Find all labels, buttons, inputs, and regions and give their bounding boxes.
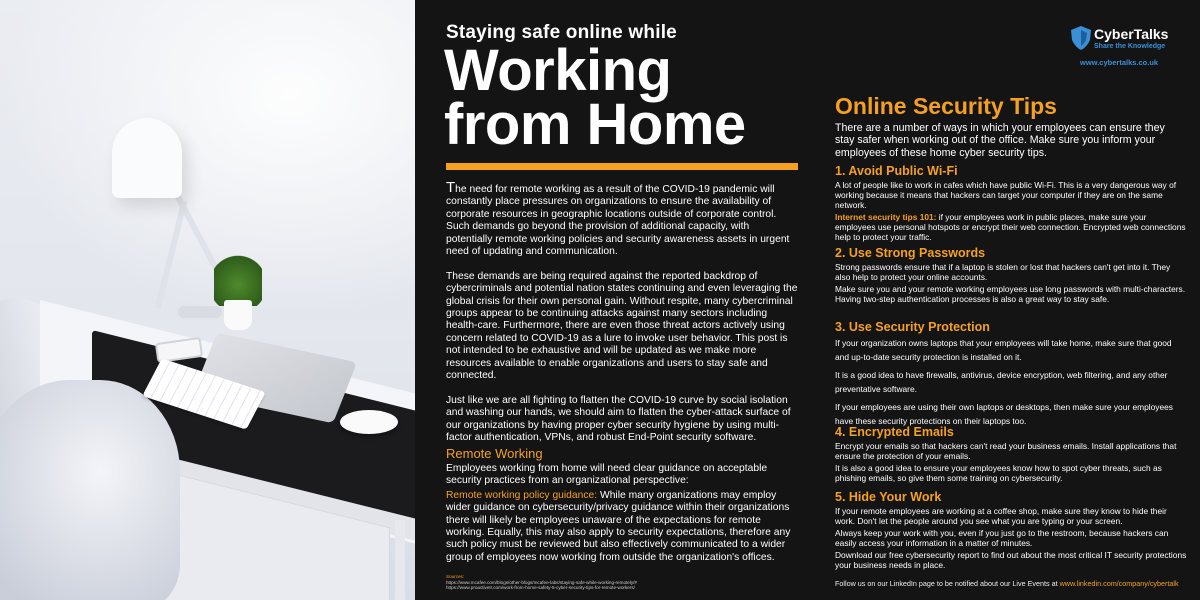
remote-paragraph: Employees working from home will need clear guidance on acceptable security practices from an organizational perspective: (446, 463, 768, 487)
wall (0, 0, 415, 320)
policy-text: While many organizations may employ wider guidance on cybersecurity/privacy guidance within their organizations there will likely be employees unaware of the expectations for remote working. Equally, this may also apply to security expectations, therefore any such policy must be reviewed but also effectively communicated to a wider group of employees now working from outside the organization's offices. (446, 489, 791, 563)
tip-heading: 1. Avoid Public Wi-Fi (835, 164, 958, 178)
website-link[interactable]: www.cybertalks.co.uk (1080, 58, 1159, 67)
title-line: Working (444, 38, 672, 103)
intro-paragraph-text: he need for remote working as a result of the COVID-19 pandemic will constantly place pressures on organizations to ensure the availability of corporate resources in geographic locations outside of corporate control. Such demands go beyond the provision of additional capacity, with potentially remote working policies and security awareness assets in urgent need of updating and communication. (446, 184, 790, 258)
tip-heading: 4. Encrypted Emails (835, 425, 954, 439)
plant-pot (224, 300, 252, 330)
tip-text: If your remote employees are working at a coffee shop, make sure they know to hide their work. Don't let the people around you see what you are typing or your screen. (835, 506, 1167, 526)
tip-text: Make sure you and your remote working employees use long passwords with multi-characters. Having two-step authentication processes is also a great way to stay safe. (835, 284, 1186, 304)
tip-text: Download our free cybersecurity report to find out about the most critical IT security protections your business needs in place. (835, 550, 1187, 570)
tip-hide-your-work (835, 490, 1187, 572)
remote-paragraph (446, 490, 798, 564)
tip-text: If your employees are using their own laptops or desktops, then make sure your employees have these security protections on their laptops too. (835, 402, 1173, 426)
remote-working-heading: Remote Working (446, 446, 543, 461)
footer-text: Follow us on our LinkedIn page to be notified about our Live Events at (835, 579, 1060, 588)
source-link[interactable]: https://www.proactivetr.com/work-from-home-safety-5-cyber-security-tips-for-remote-workers/ (446, 585, 635, 591)
tips-intro: There are a number of ways in which your employees can ensure they stay safer when working out of the office. Make sure you inform your employees of these home cyber security tips. (835, 122, 1165, 159)
plant (214, 252, 262, 306)
lamp-shade (112, 118, 182, 198)
tip-label: Internet security tips 101: (835, 212, 937, 222)
source-link[interactable]: https://www.mcafee.com/blogs/other-blogs/mcafee-labs/staying-safe-while-working-remotely/# (446, 579, 637, 585)
tip-heading: 3. Use Security Protection (835, 320, 990, 334)
tip-security-protection (835, 320, 1187, 432)
intro-paragraph: Just like we are all fighting to flatten the COVID-19 curve by social isolation and washing our hands, we should aim to flatten the cyber-attack surface of our organizations by having proper cyber security hygiene by using multi-factor authentication, VPNs, and robust End-Point security software. (446, 394, 791, 444)
lamp-base (178, 306, 222, 318)
tip-encrypted-emails (835, 425, 1187, 485)
tip-text: Strong passwords ensure that if a laptop is stolen or lost that hackers can't get into it. They also help to protect your online accounts. (835, 262, 1171, 282)
sources-label: Sources: (446, 574, 465, 579)
tip-text: Always keep your work with you, even if you just go to the restroom, because hackers can easily access your information in a matter of minutes. (835, 528, 1169, 548)
tip-text: It is also a good idea to ensure your employees know how to spot cyber threats, such as phishing emails, so give them some training on cybersecurity. (835, 463, 1162, 483)
tip-strong-passwords (835, 246, 1187, 306)
logo-name: CyberTalks (1094, 26, 1169, 42)
sources (446, 574, 806, 591)
remote-working-text (446, 463, 798, 566)
logo-tagline: Share the Knowledge (1094, 43, 1166, 50)
tip-text: It is a good idea to have firewalls, antivirus, device encryption, web filtering, and any other preventative software. (835, 370, 1168, 394)
footer (835, 579, 1179, 588)
mouse (340, 410, 398, 434)
intro-paragraph: These demands are being required against the reported backdrop of cybercriminals and potential nation states continuing and even leveraging the global crisis for their own personal gain. Without respite, many cybercriminal groups appear to be continuing attacks against many sectors including health-care. Furthermore, there are even those threat actors actively using concern related to COVID-19 as a lure to invoke user behavior. This post is not intended to be exhaustive and will be updated as we make more resources available to enable organizations and users to stay safe and connected. (446, 270, 798, 382)
page-subtitle: Staying safe online while (446, 22, 677, 43)
tip-heading: 5. Hide Your Work (835, 490, 942, 504)
page-title (444, 38, 746, 157)
intro-paragraph (446, 179, 798, 258)
tip-text: if your employees work in public places, make sure your employees use personal hotspots or encrypt their web connection. Encrypted web connections help to protect your traffic. (835, 212, 1186, 242)
chair (0, 380, 180, 600)
workspace-photo (0, 0, 415, 600)
tip-text: A lot of people like to work in cafes which have public Wi-Fi. This is a very dangerous way of working because it means that hackers can target your computer if they are on the same network. (835, 180, 1177, 210)
policy-label: Remote working policy guidance: (446, 489, 598, 501)
intro-text (446, 179, 798, 457)
tip-text (835, 212, 1187, 242)
tip-public-wifi (835, 164, 1187, 244)
tips-title: Online Security Tips (835, 93, 1057, 119)
title-line: from Home (444, 92, 746, 157)
tip-heading: 2. Use Strong Passwords (835, 246, 986, 260)
linkedin-link[interactable]: www.linkedin.com/company/cybertalk (1059, 579, 1179, 588)
tip-text: If your organization owns laptops that your employees will take home, make sure that good and up-to-date security protection is installed on it. (835, 338, 1172, 362)
drop-cap: T (446, 179, 456, 196)
title-underline (446, 163, 798, 170)
shield-icon (1070, 25, 1092, 51)
desk-leg (395, 520, 405, 600)
tip-text: Encrypt your emails so that hackers can't read your business emails. Install applications that ensure the protection of your emails. (835, 441, 1177, 461)
